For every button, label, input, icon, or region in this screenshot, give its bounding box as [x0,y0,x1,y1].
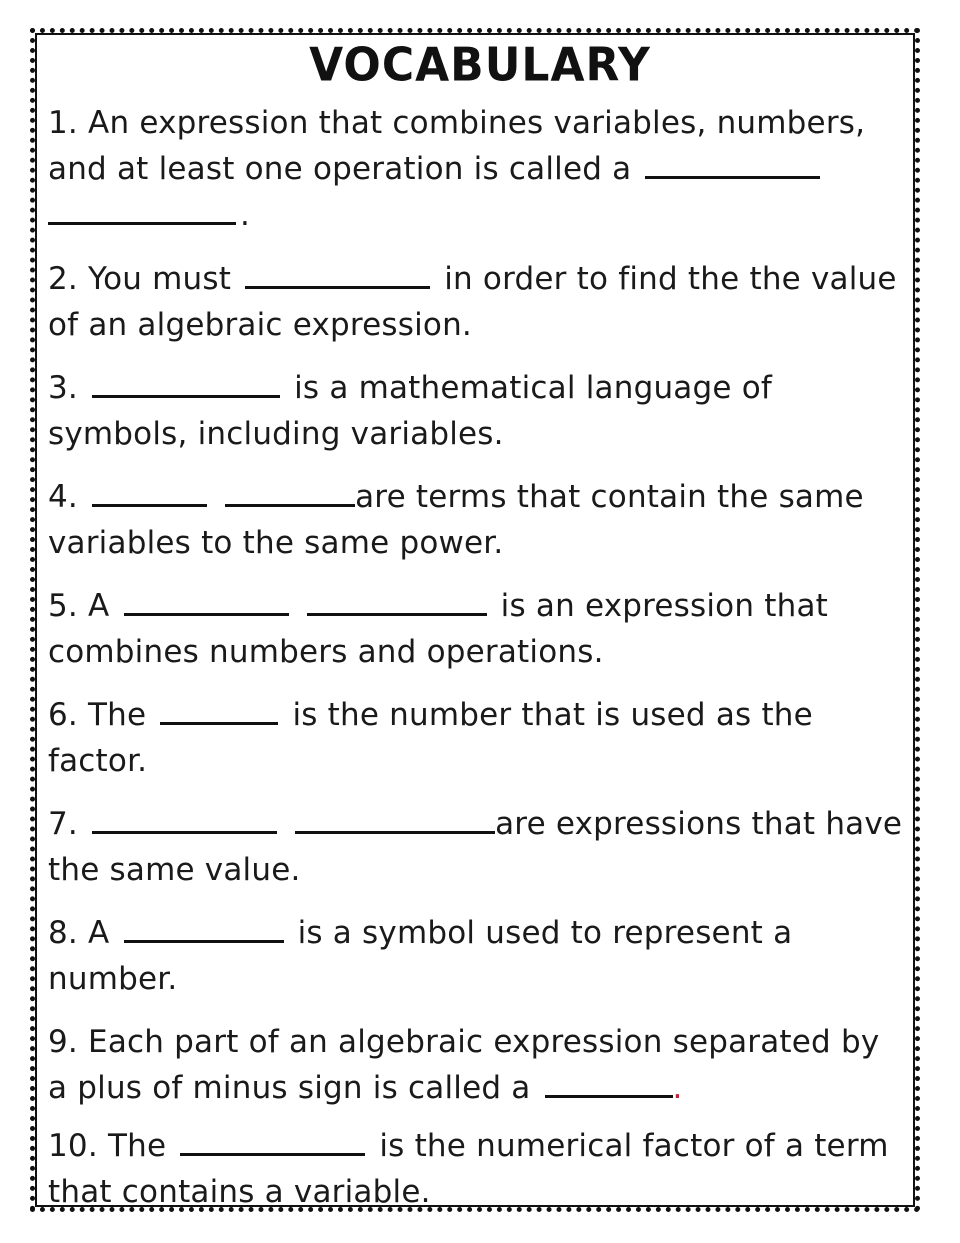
vocab-item-6 [48,692,908,784]
item-number: 10. [48,1128,98,1164]
item-text-after: is a symbol used to represent a number. [48,915,793,997]
item-text-after: . [240,197,251,233]
item-text-after: are terms that contain the same variables to the same power. [48,479,864,561]
item-number: 9. [48,1024,78,1060]
answer-blank[interactable] [92,807,277,834]
item-text-before: Each part of an algebraic expression separated by a plus of minus sign is called a [48,1024,880,1106]
item-text-after: in order to find the the value of an algebraic expression. [48,261,897,343]
answer-blank[interactable] [48,198,236,225]
answer-blank[interactable] [245,262,430,289]
item-text-before: A [88,588,110,624]
item-number: 4. [48,479,78,515]
vocab-item-5 [48,583,908,675]
item-number: 1. [48,105,78,141]
vocab-item-10 [48,1123,908,1215]
answer-blank[interactable] [307,589,487,616]
item-number: 8. [48,915,78,951]
vocab-item-2 [48,256,908,348]
answer-blank[interactable] [124,916,284,943]
item-number: 5. [48,588,78,624]
answer-blank[interactable] [92,371,280,398]
item-text-after: are expressions that have the same value. [48,806,903,888]
answer-blank[interactable] [160,698,278,725]
item-text-before: An expression that combines variables, numbers, and at least one operation is called a [48,105,866,187]
answer-blank[interactable] [180,1129,365,1156]
answer-blank[interactable] [545,1071,673,1098]
item-text-after: is an expression that combines numbers and operations. [48,588,828,670]
vocab-item-7 [48,801,908,893]
answer-blank[interactable] [295,807,495,834]
item-text-before: The [88,697,147,733]
item-number: 2. [48,261,78,297]
item-number: 6. [48,697,78,733]
item-text-after: is the number that is used as the factor. [48,697,813,779]
item-text-before: The [107,1128,167,1164]
item-text-after: . [672,1070,683,1106]
answer-blank[interactable] [124,589,289,616]
answer-blank[interactable] [645,152,820,179]
answer-blank[interactable] [92,480,207,507]
vocab-item-1 [48,100,908,238]
answer-blank[interactable] [225,480,355,507]
item-text-after: is a mathematical language of symbols, including variables. [48,370,772,452]
vocab-item-4 [48,474,908,566]
vocab-item-9 [48,1019,908,1111]
worksheet-title: VOCABULARY [309,38,651,93]
item-text-before: You must [88,261,232,297]
vocab-item-8 [48,910,908,1002]
item-number: 3. [48,370,78,406]
item-number: 7. [48,806,78,842]
item-text-before: A [88,915,110,951]
vocab-item-3 [48,365,908,457]
item-text-after: is the numerical factor of a term that contains a variable. [48,1128,889,1210]
